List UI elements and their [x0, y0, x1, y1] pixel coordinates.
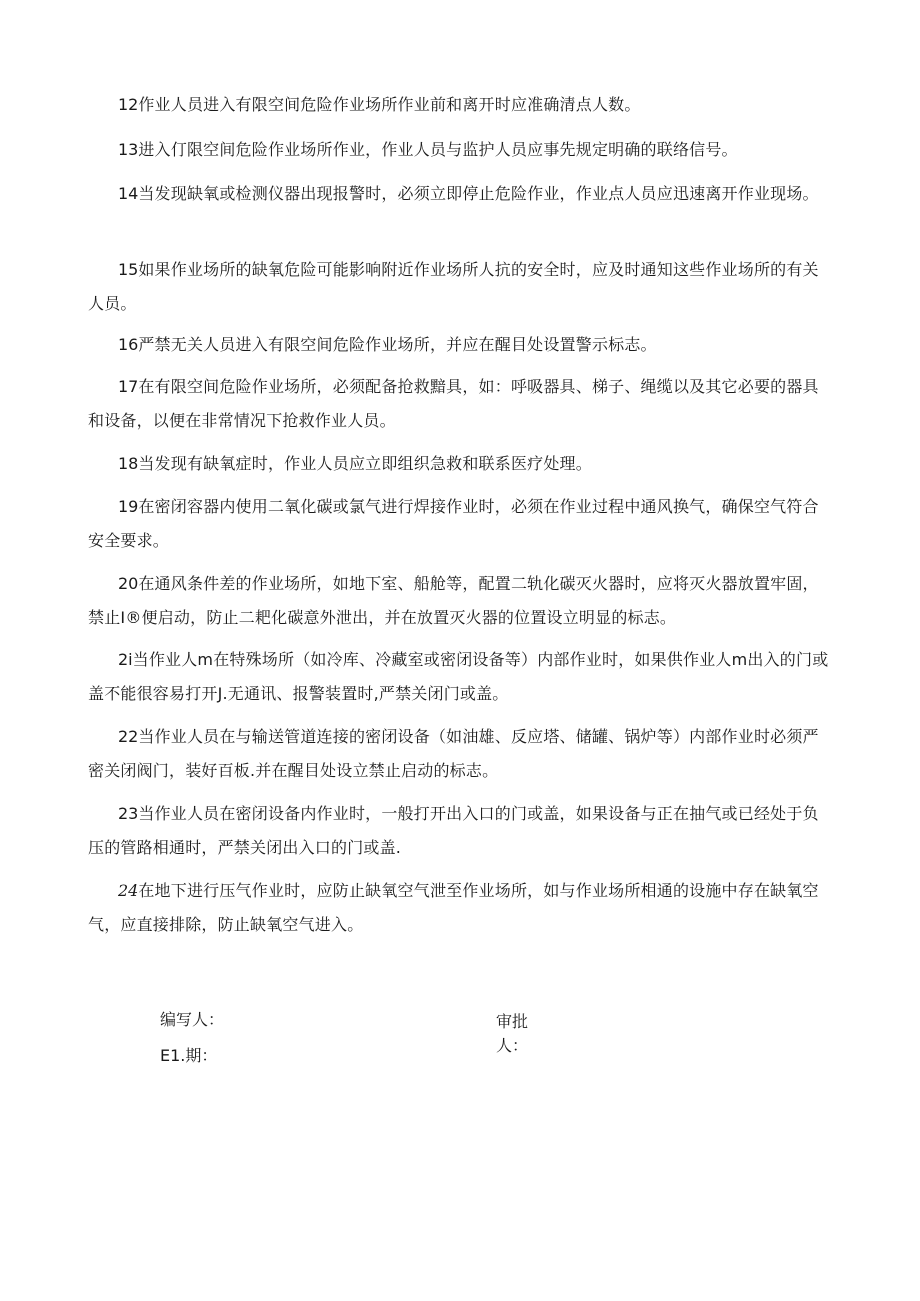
rule-number: 14: [118, 184, 139, 203]
rule-item-19: [88, 490, 834, 558]
rule-number: 19: [118, 497, 139, 516]
rule-number: 13: [118, 140, 139, 159]
rule-number: 2i: [118, 650, 133, 669]
rule-number: 24: [118, 881, 139, 900]
rule-item-13: [88, 133, 834, 167]
rule-item-20: [88, 567, 834, 635]
rule-text: 当作业人员在与输送管道连接的密闭设备（如油雄、反应塔、储罐、锅炉等）内部作业时必须严密关闭阀门，装好百板.并在醒目处设立禁止启动的标志。: [88, 727, 819, 780]
rule-text: 在地下进行压气作业时，应防止缺氧空气泄至作业场所，如与作业场所相通的设施中存在缺氧空气，应直接排除，防止缺氧空气进入。: [88, 881, 819, 934]
writer-label: 编写人：: [160, 1010, 225, 1029]
rule-item-22: [88, 720, 834, 788]
rule-item-21: [88, 643, 834, 711]
date-label: E1.期：: [160, 1046, 218, 1065]
rule-number: 23: [118, 804, 139, 823]
rule-text: 进入仃限空间危险作业场所作业，作业人员与监护人员应事先规定明确的联络信号。: [138, 140, 738, 159]
rule-number: 12: [118, 95, 139, 114]
rule-text: 当作业人员在密闭设备内作业时，一般打开出入口的门或盖，如果设备与正在抽气或已经处于负压的管路相通时，严禁关闭出入口的门或盖.: [88, 804, 819, 857]
rule-text: 严禁无关人员进入有限空间危险作业场所，并应在醒目处设置警示标志。: [138, 335, 657, 354]
rule-number: 18: [118, 454, 139, 473]
rule-item-24: [88, 874, 834, 942]
rule-text: 在密闭容器内使用二氧化碳或氯气进行焊接作业时，必须在作业过程中通风换气，确保空气符合安全要求。: [88, 497, 819, 550]
approver-label: 审批人：: [496, 1012, 529, 1055]
rule-item-14: [88, 177, 834, 211]
rule-text: 当发现有缺氧症时，作业人员应立即组织急救和联系医疗处理。: [138, 454, 592, 473]
rule-text: 在通风条件差的作业场所，如地下室、船舱等，配置二轨化碳灭火器时，应将灭火器放置牢固，禁止I®便启动，防止二耙化碳意外泄出，并在放置灭火器的位置设立明显的标志。: [88, 574, 819, 627]
rule-number: 17: [118, 377, 139, 396]
rule-text: 当发现缺氧或检测仪器出现报警时，必须立即停止危险作业，作业点人员应迅速离开作业现场。: [138, 184, 819, 203]
rule-text: 如果作业场所的缺氧危险可能影响附近作业场所人抗的安全时，应及时通知这些作业场所的有关人员。: [88, 260, 819, 313]
rule-number: 20: [118, 574, 139, 593]
rule-item-23: [88, 797, 834, 865]
rule-item-17: [88, 370, 834, 438]
rule-number: 16: [118, 335, 139, 354]
rule-text: 作业人员进入有限空间危险作业场所作业前和离开时应准确清点人数。: [138, 95, 641, 114]
rule-number: 22: [118, 727, 139, 746]
rule-text: 当作业人m在特殊场所（如冷库、冷藏室或密闭设备等）内部作业时，如果供作业人m出入的门或盖不能很容易打开J.无通讯、报警装置时,严禁关闭门或盖。: [88, 650, 829, 703]
rule-text: 在有限空间危险作业场所，必须配备抢救黯具，如：呼吸器具、梯子、绳缆以及其它必要的器具和设备，以便在非常情况下抢救作业人员。: [88, 377, 819, 430]
rule-item-15: [88, 253, 834, 321]
rule-item-18: [88, 447, 834, 481]
rule-item-12: [88, 88, 834, 122]
rule-number: 15: [118, 260, 139, 279]
rule-item-16: [88, 328, 834, 362]
